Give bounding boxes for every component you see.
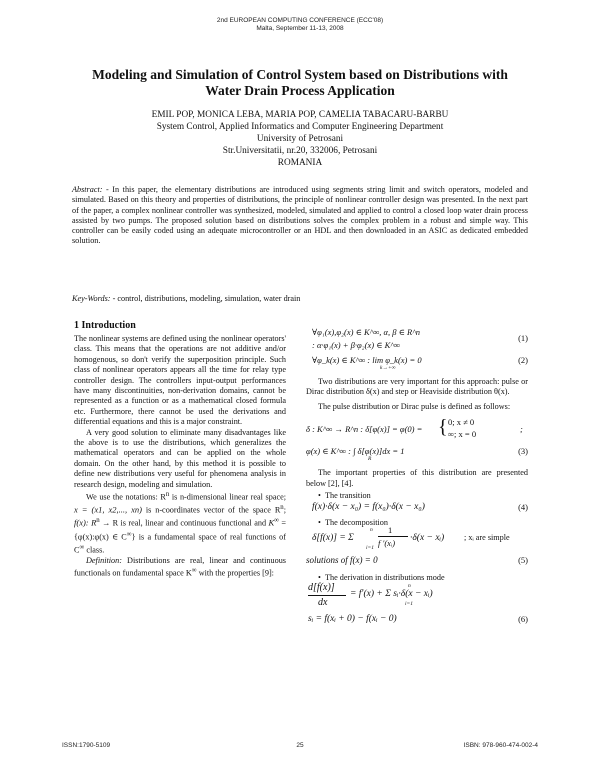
notation-text-a: We use the notations: R — [86, 492, 166, 502]
equation-5-sum-bottom: i=1 — [366, 545, 374, 552]
equation-6-line2: sᵢ = f(xᵢ + 0) − f(xᵢ − 0) — [308, 614, 397, 625]
notation-text-c: is n-coordinates vector of the space R — [141, 505, 281, 515]
notation-math-space: K — [268, 518, 275, 529]
department: System Control, Applied Informatics and Computer Engineering Department — [156, 122, 444, 132]
right-column — [306, 327, 528, 707]
notation-text-d: ; — [283, 505, 286, 515]
notation-math-functional: f(x): R — [74, 518, 97, 529]
right-paragraph-1: Two distributions are very important for this approach: pulse or Dirac distribution δ(x) and step or Heaviside distribution θ(x). — [306, 377, 528, 397]
equation-2-limit-subscript: k→+∞ — [380, 365, 396, 371]
country: ROMANIA — [277, 158, 323, 168]
equation-6-numerator: d[f(x)] — [308, 582, 335, 594]
bullet-decomposition: • The decomposition — [318, 518, 388, 528]
equation-4-body: f(x)·δ(x − x₀) = f(x₀)·δ(x − x₀) — [312, 502, 425, 513]
abstract — [72, 185, 528, 247]
abstract-text: - In this paper, the elementary distributions are introduced using segments string limit and switch operators, modeled and simulated. Based on this theory and properties of distributions, the principle of nonlinear controller design was presented. In the next part of the paper, a complex nonlinear controller was synthesized, modeled, simulated and applied to control a closed loop water drain process assisted by two pumps. The proposed solution based on distributions solves the complex problem in a robust and simple way. This controller can be easily coded using an adequate microcontroller or an HDL and then downloaded in an ASIC as dedicated embedded solution. — [72, 185, 528, 246]
paper-title-line1: Modeling and Simulation of Control System based on Distributions with — [92, 67, 508, 82]
notation-text-b: is n-dimensional linear real space; — [169, 492, 286, 502]
intro-paragraph-2: A very good solution to eliminate many disadvantages like the above is to use the distributions, which generalizes the mathematical operators and can be applied on the whole domain. On the other hand, by this method it is possible to define new distributions very useful for phenomena analysis in research design, modeling and simulation. — [74, 427, 286, 489]
equation-6-fraction-bar — [308, 595, 346, 596]
notation-text-e: → R is real, linear and continuous functional and — [99, 519, 267, 529]
equation-5-fraction-numerator: 1 — [388, 525, 393, 536]
equation-2-body: ∀φ_k(x) ∈ K^∞ : lim φ_k(x) = 0 — [312, 355, 422, 365]
equation-5-fraction-denominator: f ′(xᵢ) — [378, 538, 396, 549]
equation-1-number: (1) — [518, 333, 528, 343]
bullet-derivation-text: The derivation in distributions mode — [324, 573, 445, 583]
equation-3-line1: δ : K^∞ → R^n : δ[φ(x)] = φ(0) = — [306, 424, 423, 435]
equation-6-denominator: dx — [318, 597, 328, 609]
conference-header: 2nd EUROPEAN COMPUTING CONFERENCE (ECC'08) — [216, 17, 384, 24]
equation-4-number: (4) — [518, 502, 528, 513]
footer-issn: ISSN:1790-5109 — [62, 742, 111, 749]
notation-text-g: } is a fundamental space of real functions of C — [74, 532, 286, 555]
equation-3-semicolon: ; — [520, 424, 523, 435]
intro-paragraph-1: The nonlinear systems are defined using the nonlinear operators' class. This means that the operations are not additive and/or homogenous, so don't verify the superposition principle. Such class of nonlinear operators appears all the time for relay type controller design. The controllers input-output performances have many discontinuities, non-derivation domains, cannot be represented as a function or as a mathematical closed formula etc. Furthermore, there cannot be used the derivations and differential equations and this is a major constraint. — [74, 334, 286, 427]
keywords-label: Key-Words: — [72, 294, 111, 303]
equation-3-number: (3) — [518, 446, 528, 457]
equation-6-sum-bottom: i=1 — [405, 601, 413, 608]
footer-page-number: 25 — [296, 742, 304, 749]
intro-paragraph-3: We use the notations: $R^n$ is n-dimensional linear real space; x = (x1, x2,..., xn) is n-coordinates vector of the space $R^n$; f(x): $R^n \to R$ is real, linear and continuous functional and K∞ = {φ(x):φ(x) ∈ C∞} is a fundamental space of real functions of C∞ class. — [74, 491, 286, 555]
abstract-label: Abstract: — [72, 185, 103, 194]
notation-math-vector: x = (x1, x2,..., xn) — [74, 504, 142, 515]
right-paragraph-3: The important properties of this distribution are presented below [2], [4]. — [306, 468, 528, 488]
equation-6 — [306, 582, 528, 632]
equation-5 — [306, 527, 528, 573]
notation-sup-c: n — [280, 504, 284, 512]
university: University of Petrosani — [256, 134, 344, 144]
notation-text-f: = {φ(x):φ(x) ∈ C — [74, 519, 286, 542]
conference-location-date: Malta, September 11-13, 2008 — [256, 25, 344, 32]
equation-5-sum-top: n — [370, 527, 373, 534]
address: Str.Universitatii, nr.20, 332006, Petrosani — [222, 146, 378, 156]
paper-title-line2: Water Drain Process Application — [205, 83, 395, 98]
section-heading-introduction: 1 Introduction — [74, 320, 136, 331]
equation-4 — [306, 500, 528, 516]
equation-6-sum-top: n — [408, 583, 411, 590]
equation-6-right: = f′(x) + Σ sᵢ·δ(x − xᵢ) — [350, 589, 433, 600]
equation-5-number: (5) — [518, 555, 528, 566]
authors: EMIL POP, MONICA LEBA, MARIA POP, CAMELIA TABACARU-BARBU — [151, 110, 449, 120]
equation-5-line2: solutions of f(x) = 0 — [306, 555, 378, 566]
equation-1 — [306, 327, 528, 355]
footer-isbn: ISBN: 978-960-474-002-4 — [463, 742, 538, 749]
equation-1-line2: : α·φ₁(x) + β·φ₂(x) ∈ K^∞ — [312, 340, 400, 350]
equation-2 — [306, 355, 528, 377]
notation-text-h: class. — [84, 545, 105, 555]
equation-6-number: (6) — [518, 614, 528, 625]
definition-label: Definition: — [86, 555, 122, 565]
bullet-decomposition-text: The decomposition — [324, 518, 388, 528]
definition-text: Distributions are real, linear and continuous functionals on fundamental space K — [74, 555, 286, 578]
equation-3-brace: { — [438, 416, 448, 439]
equation-3 — [306, 416, 528, 463]
notation-sup-a: n — [165, 491, 170, 499]
equation-5-fraction-bar — [378, 536, 408, 537]
definition-text-end: with the properties [9]: — [196, 568, 274, 578]
keywords — [72, 294, 528, 304]
equation-5-tail: ; xᵢ are simple — [464, 533, 510, 543]
right-paragraph-2: The pulse distribution or Dirac pulse is defined as follows: — [318, 401, 511, 411]
equation-3-case-2: ∞; x = 0 — [448, 429, 477, 440]
equation-3-line2: φ(x) ∈ K^∞ : ∫ δ[φ(x)]dx = 1 — [306, 446, 405, 457]
equation-5-mid: ·δ(x − xᵢ) — [410, 533, 445, 544]
bullet-transition: • The transition — [318, 491, 371, 501]
equation-3-case-1: 0; x ≠ 0 — [448, 417, 475, 428]
equation-1-line1: ∀φ₁(x),φ₂(x) ∈ K^∞, α, β ∈ R^n — [312, 327, 421, 337]
equation-3-integral-subscript: R — [368, 456, 372, 463]
bullet-derivation: • The derivation in distributions mode — [318, 573, 445, 583]
intro-paragraph-4: Definition: Distributions are real, linear and continuous functionals on fundamental space K∞ with the properties [9]: — [74, 555, 286, 578]
equation-5-left: δ[f(x)] = Σ — [312, 533, 354, 544]
bullet-transition-text: The transition — [324, 491, 371, 501]
equation-2-number: (2) — [518, 355, 528, 365]
left-column — [74, 334, 286, 579]
keywords-text: - control, distributions, modeling, simulation, water drain — [110, 294, 301, 303]
